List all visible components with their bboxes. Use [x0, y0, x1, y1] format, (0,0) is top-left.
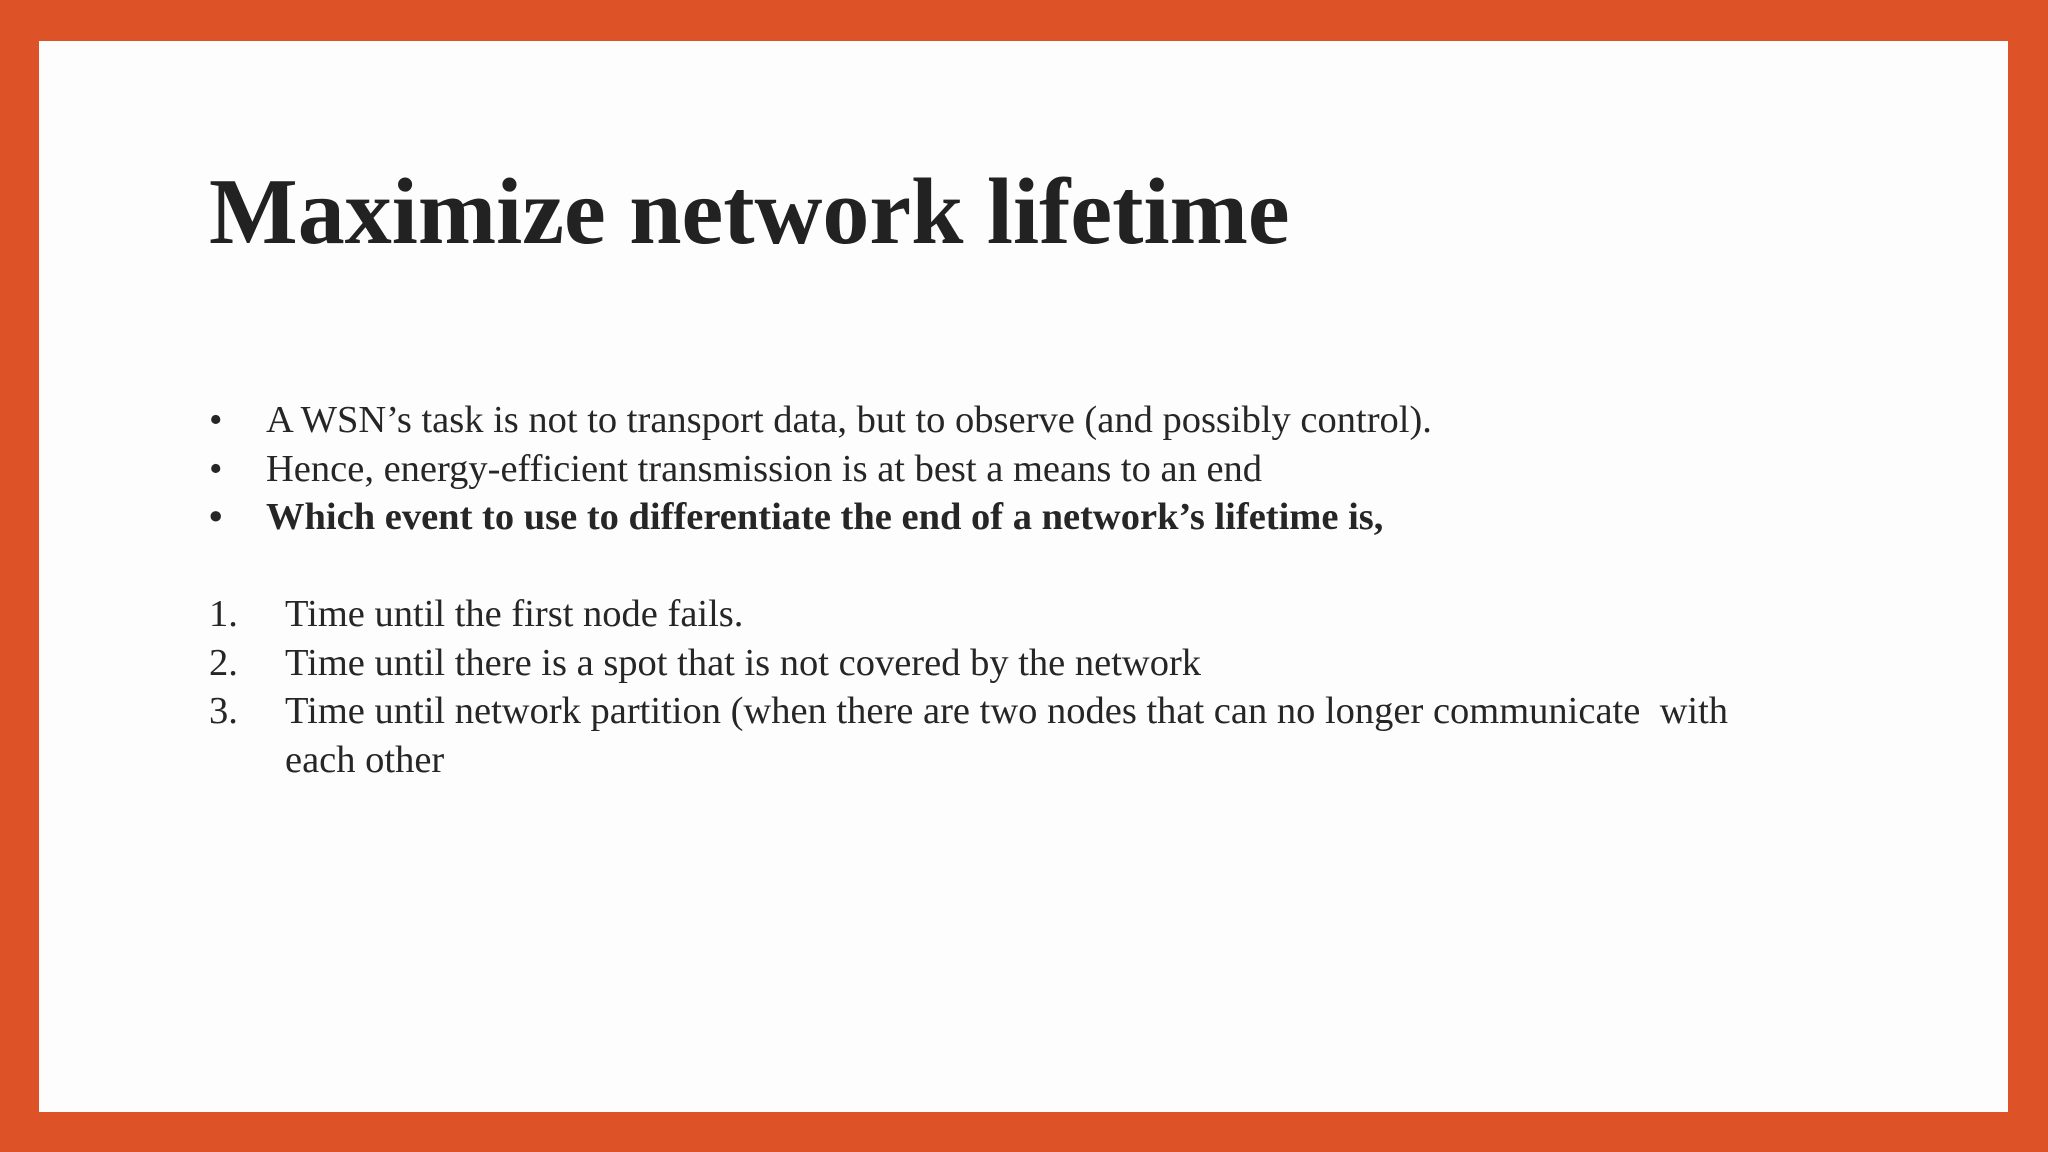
slide [39, 41, 2008, 1112]
bullet-item [209, 445, 1432, 494]
numbered-item [209, 639, 1909, 688]
slide-title: Maximize network lifetime [209, 160, 1290, 264]
bullet-item [209, 396, 1432, 445]
item-number: 1. [209, 593, 238, 635]
bullet-list [209, 396, 1432, 542]
item-text: Time until there is a spot that is not covered by the network [285, 641, 1202, 684]
bullet-item-emphasis [209, 493, 1432, 542]
bullet-marker: • [209, 447, 223, 490]
bullet-marker: • [209, 496, 223, 538]
bullet-text: Which event to use to differentiate the end of a network’s lifetime is, [266, 496, 1384, 538]
item-number: 3. [209, 690, 238, 732]
numbered-item [209, 687, 1909, 784]
numbered-list [209, 590, 1909, 784]
bullet-marker: • [209, 399, 223, 441]
item-number: 2. [209, 641, 238, 684]
item-text-line-1: Time until network partition (when there are two nodes that can no longer communicate with [285, 690, 1729, 732]
bullet-text: A WSN’s task is not to transport data, but to observe (and possibly control). [266, 399, 1432, 441]
item-text-line-2: each other [285, 738, 445, 781]
bullet-text: Hence, energy-efficient transmission is at best a means to an end [266, 447, 1263, 490]
item-text: Time until the first node fails. [285, 593, 744, 635]
numbered-item [209, 590, 1909, 639]
